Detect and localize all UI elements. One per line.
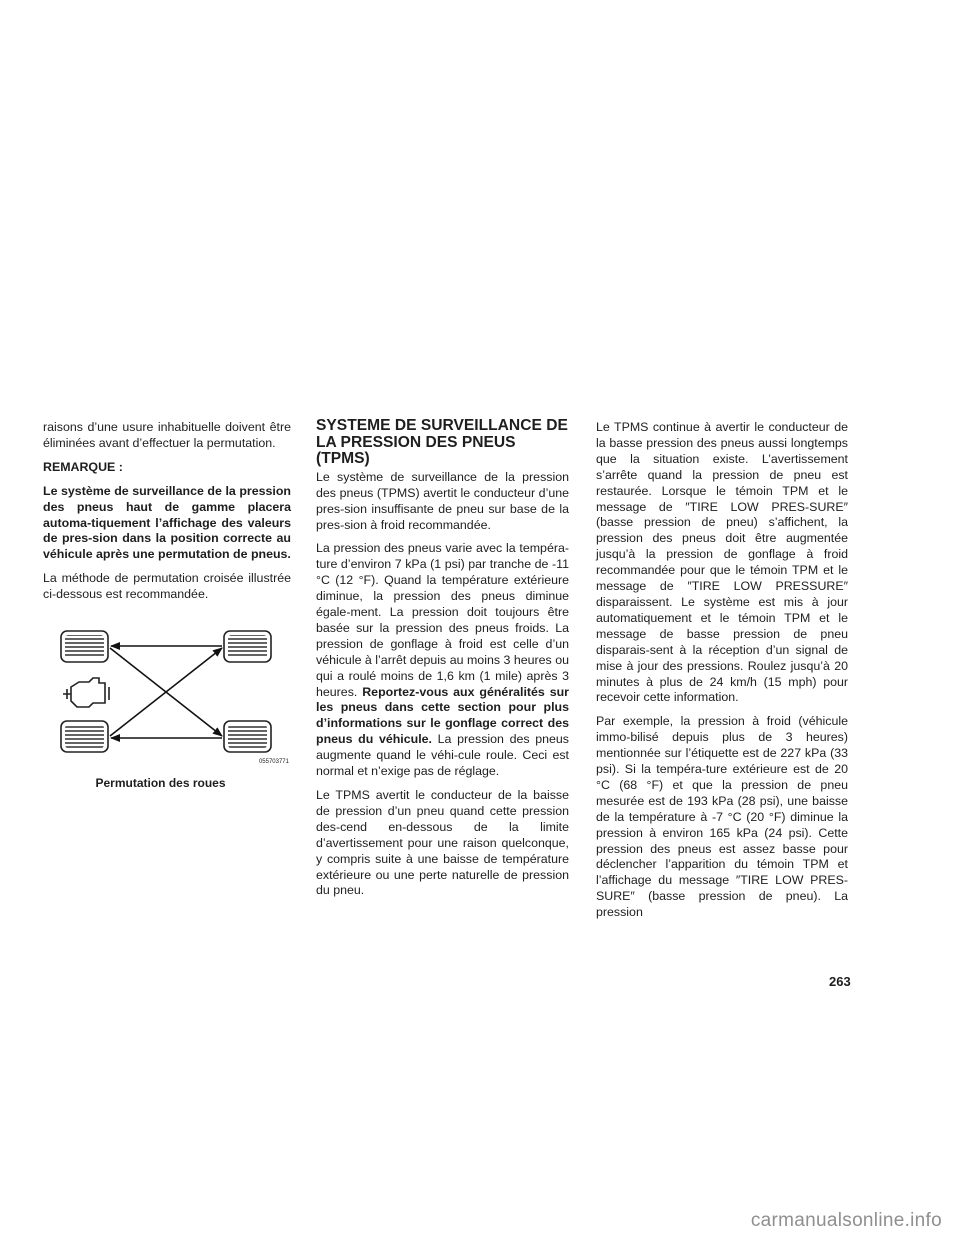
temperature-text: La pression des pneus varie avec la tempéra-ture d’environ 7 kPa (1 psi) par tranche de -11 °C (12 °F). Quand la température extérieure diminue, la pression des pneus diminue égale-ment. La pression doit toujours être basée sur la pression des pneus froids. La pression de gonflage à froid est celle d’un véhicule à l’arrêt depuis au moins 3 heures ou qui a roulé moins de 1,6 km (1 mile) après 3 heures. bbox=[316, 541, 569, 699]
reference-text: Reportez-vous aux généralités sur les pneus dans cette section pour plus d’informations sur le gonflage correct des pneus du véhicule. bbox=[316, 684, 569, 747]
paragraph-example: Par exemple, la pression à froid (véhicule immo-bilisé depuis plus de 3 heures) mentionnée sur l’étiquette est de 227 kPa (33 psi). Si la tempéra-ture extérieure est de 20 °C (68 °F) et que la pression de pneu mesurée est de 193 kPa (28 psi), une baisse de la température à -7 °C (20 °F) diminue la pression à environ 165 kPa (24 psi). Cette pression des pneus est assez basse pour déclencher l’apparition du témoin TPM et l’affichage du message ″TIRE LOW PRES-SURE″ (basse pression de pneu). La pression bbox=[596, 714, 848, 920]
rotation-figure bbox=[43, 625, 291, 790]
column-left bbox=[43, 420, 291, 790]
tire-rear-left-icon bbox=[61, 721, 108, 752]
section-heading: SYSTEME DE SURVEILLANCE DE LA PRESSION DES PNEUS (TPMS) bbox=[316, 417, 568, 468]
tire-front-left-icon bbox=[61, 631, 108, 662]
paragraph-intro: raisons d’une usure inhabituelle doivent être éliminées avant d’effectuer la permutation. bbox=[43, 420, 291, 450]
figure-caption: Permutation des roues bbox=[95, 776, 226, 791]
paragraph-method: La méthode de permutation croisée illustrée ci-dessous est recommandée. bbox=[43, 571, 291, 602]
paragraph-warning: Le TPMS avertit le conducteur de la baisse de pression d’un pneu quand cette pression des-cend en-dessous de la limite d’avertissement pour une raison quelconque, y compris suite à une baisse de température extérieure ou une perte naturelle de pression du pneu. bbox=[316, 788, 569, 898]
paragraph-temperature bbox=[316, 541, 569, 780]
engine-icon bbox=[63, 678, 109, 707]
tire-rotation-diagram bbox=[43, 625, 291, 790]
increase-text: La pression des pneus augmente quand le véhi-cule roule. Ceci est normal et n’exige pas de réglage. bbox=[316, 732, 569, 779]
tire-front-right-icon bbox=[224, 631, 271, 662]
column-right bbox=[596, 420, 848, 929]
tire-rear-right-icon bbox=[224, 721, 271, 752]
paragraph-continue: Le TPMS continue à avertir le conducteur de la basse pression des pneus aussi longtemps que la situation existe. L’avertissement s’arrête quand la pression de pneu est restaurée. Lorsque le témoin TPM et le message de ″TIRE LOW PRES-SURE″ (basse pression de pneu) s’affichent, la pression des pneus doit être augmentée jusqu’à la pression de gonflage à froid recommandée pour que le témoin TPM et le message de ″TIRE LOW PRESSURE″ disparaissent. Le système est mis à jour automatiquement et le témoin TPM et le message de basse pression de pneu disparais-sent à la réception d’un signal de mise à jour des pressions. Roulez jusqu’à 20 minutes à plus de 24 km/h (15 mph) pour recevoir cette information. bbox=[596, 420, 848, 705]
figure-code: 055703771 bbox=[258, 759, 289, 766]
watermark: carmanualsonline.info bbox=[750, 1210, 942, 1231]
column-middle bbox=[316, 417, 569, 907]
note-text: Le système de surveillance de la pression des pneus haut de gamme placera automa-tiquement l’affichage des valeurs de pres-sion dans la position correcte au véhicule après une permutation de pneus. bbox=[43, 483, 291, 562]
paragraph-tpms-intro: Le système de surveillance de la pression des pneus (TPMS) avertit le conducteur d’une pres-sion insuffisante de pneu sur base de la pres-sion à froid recommandée. bbox=[316, 469, 569, 532]
page-number: 263 bbox=[829, 974, 851, 989]
note-label: REMARQUE : bbox=[43, 459, 123, 474]
